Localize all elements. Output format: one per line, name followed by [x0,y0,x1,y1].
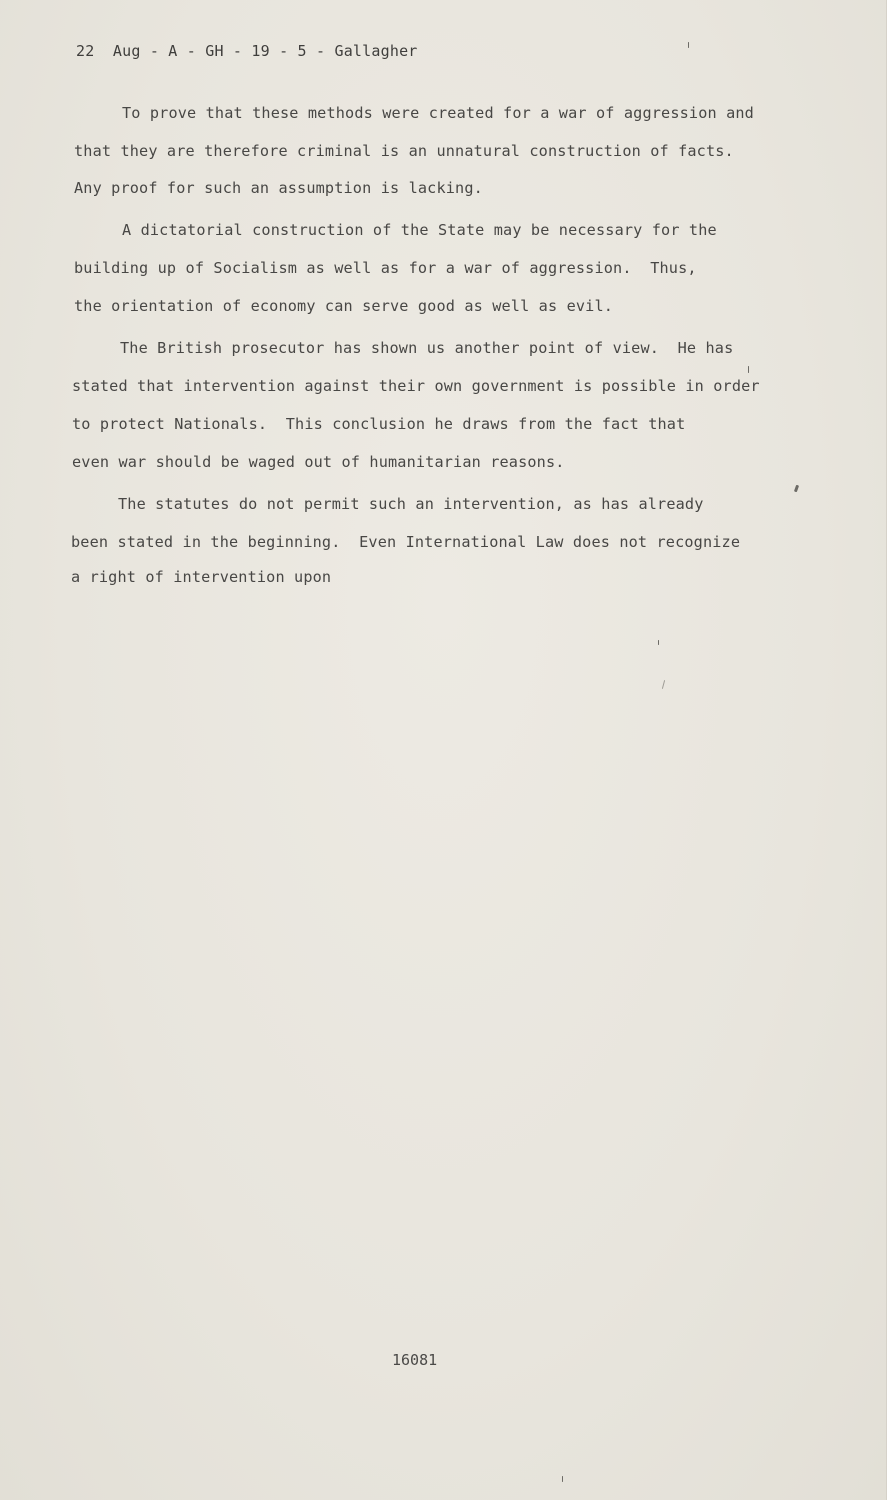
paper-speck [748,366,749,373]
paragraph-2-line-1: A dictatorial construction of the State may be necessary for the [122,221,717,239]
paragraph-1-line-1: To prove that these methods were created for a war of aggression and [122,104,754,122]
paragraph-3-line-1: The British prosecutor has shown us another point of view. He has [120,339,734,357]
paper-speck [662,680,665,689]
paragraph-3-line-4: even war should be waged out of humanitarian reasons. [72,453,565,471]
paper-speck [658,640,659,645]
paper-speck [562,1476,563,1482]
paragraph-4-line-1: The statutes do not permit such an intervention, as has already [118,495,704,513]
page-number: 16081 [392,1351,438,1369]
paragraph-1-line-2: that they are therefore criminal is an unnatural construction of facts. [74,142,734,160]
paragraph-3-line-3: to protect Nationals. This conclusion he draws from the fact that [72,415,686,433]
paragraph-2-line-2: building up of Socialism as well as for a war of aggression. Thus, [74,259,697,277]
paragraph-3-line-2: stated that intervention against their own government is possible in order [72,377,760,395]
paper-speck [688,42,689,48]
paragraph-4-line-2: been stated in the beginning. Even International Law does not recognize [71,533,741,551]
paragraph-1-line-3: Any proof for such an assumption is lacking. [74,179,483,197]
paper-speck [794,485,799,493]
paragraph-4-line-3: a right of intervention upon [71,568,332,586]
page-header: 22 Aug - A - GH - 19 - 5 - Gallagher [76,42,418,60]
paragraph-2-line-3: the orientation of economy can serve good as well as evil. [74,297,614,315]
